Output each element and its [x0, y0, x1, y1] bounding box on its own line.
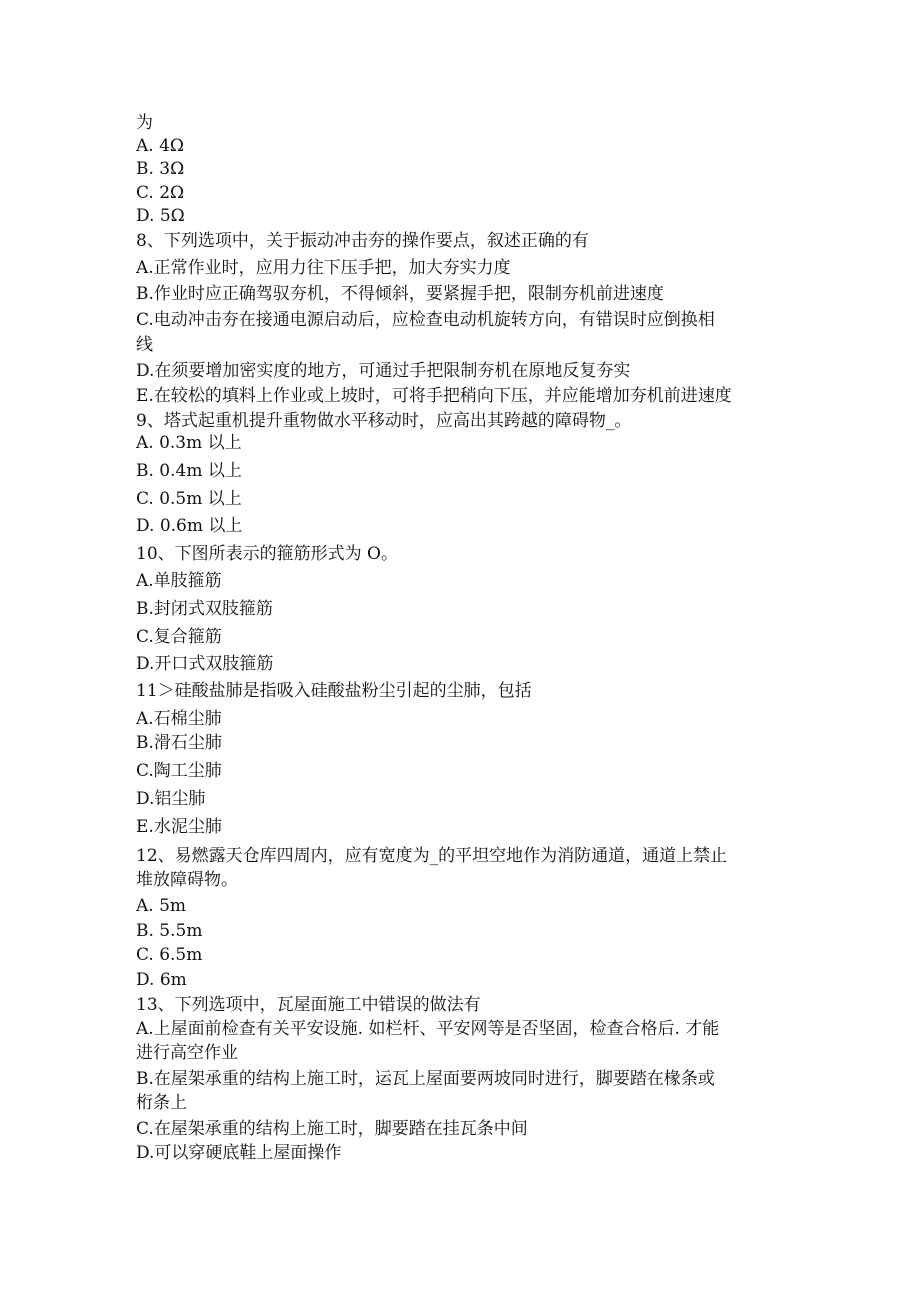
- option-line: A.正常作业时，应用力往下压手把，加大夯实力度: [136, 258, 511, 278]
- option-line: C. 0.5m 以上: [136, 489, 242, 509]
- question-line: 12、易燃露天仓库四周内，应有宽度为_的平坦空地作为消防通道，通道上禁止: [136, 846, 728, 866]
- option-line: E.水泥尘肺: [136, 817, 222, 837]
- option-line: C.在屋架承重的结构上施工时，脚要踏在挂瓦条中间: [136, 1119, 528, 1139]
- option-line: C. 2Ω: [136, 183, 185, 203]
- text-line: 为: [136, 113, 153, 133]
- option-line: A. 0.3m 以上: [136, 433, 242, 453]
- option-line: D.铝尘肺: [136, 789, 206, 809]
- option-line: D. 0.6m 以上: [136, 516, 243, 536]
- question-line: 10、下图所表示的箍筋形式为 O。: [136, 544, 398, 564]
- option-line: A.单肢箍筋: [136, 571, 222, 591]
- option-line: C.陶工尘肺: [136, 761, 222, 781]
- question-line: 8、下列选项中，关于振动冲击夯的操作要点，叙述正确的有: [136, 231, 589, 251]
- question-line: 13、下列选项中，瓦屋面施工中错误的做法有: [136, 995, 481, 1015]
- option-line-continuation: 线: [136, 335, 153, 355]
- question-line-continuation: 堆放障碍物。: [136, 870, 238, 890]
- option-line: E.在较松的填料上作业或上坡时，可将手把稍向下压，并应能增加夯机前进速度: [136, 386, 732, 406]
- option-line: B.滑石尘肺: [136, 733, 222, 753]
- option-line: D.开口式双肢箍筋: [136, 654, 274, 674]
- option-line: A.上屋面前检查有关平安设施. 如栏杆、平安网等是否坚固，检查合格后. 才能: [136, 1019, 720, 1039]
- option-line: C.复合箍筋: [136, 627, 222, 647]
- option-line: B.在屋架承重的结构上施工时，运瓦上屋面要两坡同时进行，脚要踏在椽条或: [136, 1069, 715, 1089]
- question-line: 9、塔式起重机提升重物做水平移动时，应高出其跨越的障碍物_。: [136, 411, 632, 431]
- question-line: 11＞硅酸盐肺是指吸入硅酸盐粉尘引起的尘肺，包括: [136, 681, 532, 701]
- option-line: B.封闭式双肢箍筋: [136, 599, 273, 619]
- option-line: B. 0.4m 以上: [136, 461, 242, 481]
- option-line-continuation: 桁条上: [136, 1093, 187, 1113]
- option-line-continuation: 进行高空作业: [136, 1043, 238, 1063]
- option-line: B.作业时应正确驾驭夯机，不得倾斜，要紧握手把，限制夯机前进速度: [136, 284, 664, 304]
- option-line: D.可以穿硬底鞋上屋面操作: [136, 1143, 342, 1163]
- option-line: C.电动冲击夯在接通电源启动后，应检查电动机旋转方向，有错误时应倒换相: [136, 310, 715, 330]
- option-line: A.石棉尘肺: [136, 709, 222, 729]
- option-line: A. 5m: [136, 896, 187, 916]
- option-line: D. 5Ω: [136, 206, 185, 226]
- option-line: A. 4Ω: [136, 136, 184, 156]
- option-line: D.在须要增加密实度的地方，可通过手把限制夯机在原地反复夯实: [136, 361, 631, 381]
- option-line: B. 5.5m: [136, 921, 203, 941]
- option-line: C. 6.5m: [136, 945, 203, 965]
- option-line: B. 3Ω: [136, 159, 185, 179]
- option-line: D. 6m: [136, 970, 187, 990]
